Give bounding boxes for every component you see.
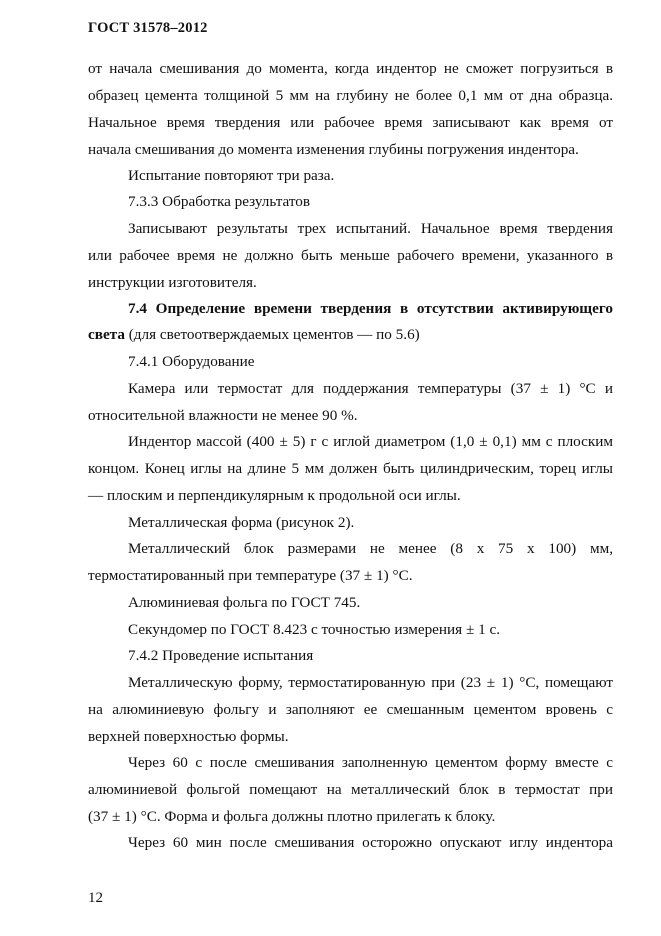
text-line: Индентор массой (400 ± 5) г с иглой диаметром (1,0 ± 0,1) мм с плоским bbox=[128, 433, 613, 450]
section-heading: 7.4.1 Оборудование bbox=[128, 353, 255, 370]
text-line: относительной влажности не менее 90 %. bbox=[88, 407, 358, 424]
text-line: Начальное время твердения или рабочее время записывают как время от bbox=[88, 114, 613, 131]
text-line: Через 60 мин после смешивания осторожно опускают иглу индентора bbox=[128, 834, 613, 851]
text-line: от начала смешивания до момента, когда индентор не сможет погрузиться в bbox=[88, 60, 613, 77]
section-heading: 7.4.2 Проведение испытания bbox=[128, 647, 314, 664]
text-line: Металлическая форма (рисунок 2). bbox=[128, 514, 355, 531]
text-line: — плоским и перпендикулярным к продольной оси иглы. bbox=[88, 487, 461, 504]
text-line: Металлическую форму, термостатированную при (23 ± 1) °С, помещают bbox=[128, 674, 613, 691]
section-heading: 7.4 Определение времени твердения в отсутствии активирующего bbox=[128, 300, 613, 317]
text-line: Через 60 с после смешивания заполненную цементом форму вместе с bbox=[128, 754, 613, 771]
text-line: Секундомер по ГОСТ 8.423 с точностью измерения ± 1 с. bbox=[128, 621, 501, 638]
text-line: Испытание повторяют три раза. bbox=[128, 167, 335, 184]
text-line: инструкции изготовителя. bbox=[88, 274, 257, 291]
text-line: образец цемента толщиной 5 мм на глубину не более 0,1 мм от дна образца. bbox=[88, 87, 613, 104]
text-line: верхней поверхностью формы. bbox=[88, 728, 289, 745]
heading-note: (для светоотверждаемых цементов — по 5.6) bbox=[124, 326, 420, 343]
text-line bbox=[88, 325, 613, 345]
heading-continuation: света bbox=[88, 326, 125, 343]
text-line: Алюминиевая фольга по ГОСТ 745. bbox=[128, 594, 361, 611]
text-line: на алюминиевую фольгу и заполняют ее смешанным цементом вровень с bbox=[88, 701, 613, 718]
text-line: термостатированный при температуре (37 ± 1) °С. bbox=[88, 567, 413, 584]
text-line: алюминиевой фольгой помещают на металлический блок в термостат при bbox=[88, 781, 613, 798]
text-line: Камера или термостат для поддержания температуры (37 ± 1) °С и bbox=[128, 380, 613, 397]
text-line: (37 ± 1) °С. Форма и фольга должны плотно прилегать к блоку. bbox=[88, 808, 496, 825]
section-heading: 7.3.3 Обработка результатов bbox=[128, 193, 311, 210]
text-line: начала смешивания до момента изменения глубины погружения индентора. bbox=[88, 141, 579, 158]
text-line: Металлический блок размерами не менее (8 х 75 х 100) мм, bbox=[128, 540, 613, 557]
text-line: или рабочее время не должно быть меньше рабочего времени, указанного в bbox=[88, 247, 613, 264]
text-line: концом. Конец иглы на длине 5 мм должен быть цилиндрическим, торец иглы bbox=[88, 460, 613, 477]
text-line: Записывают результаты трех испытаний. Начальное время твердения bbox=[128, 220, 613, 237]
page-number: 12 bbox=[88, 890, 103, 906]
document-header: ГОСТ 31578–2012 bbox=[88, 20, 208, 36]
